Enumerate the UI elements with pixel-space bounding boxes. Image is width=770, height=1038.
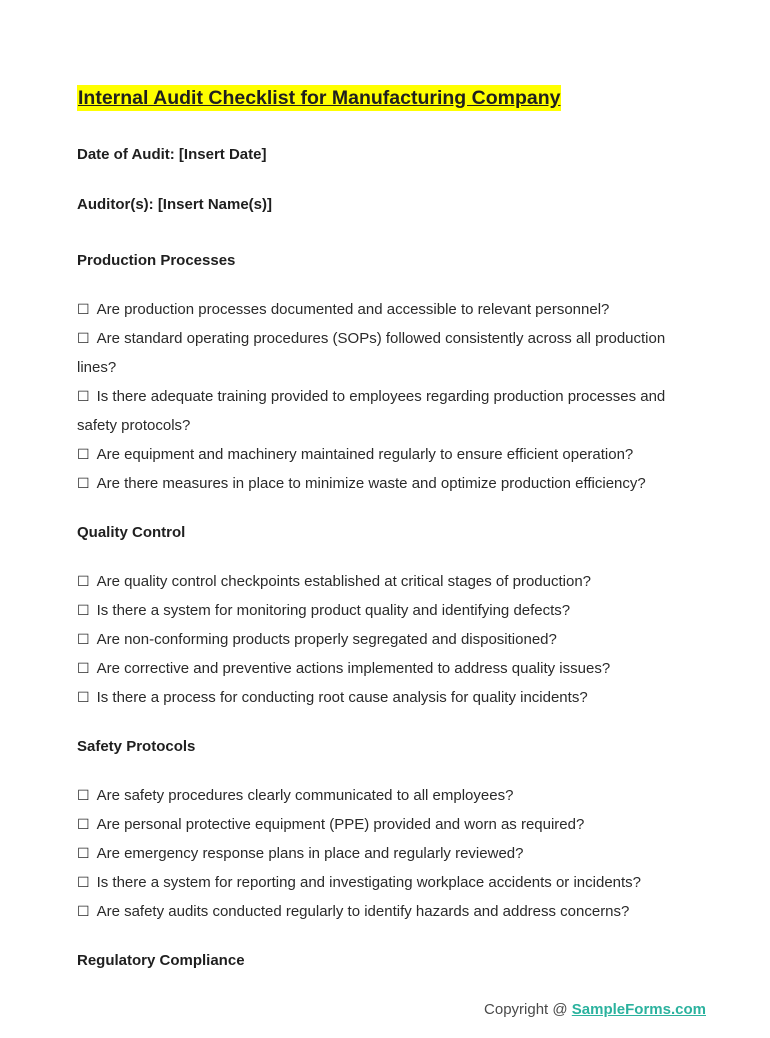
empty-checkbox-icon: ☐ bbox=[77, 573, 90, 590]
checklist-item-text: Are quality control checkpoints established at critical stages of production? bbox=[96, 573, 591, 591]
checklist-item-text: Are personal protective equipment (PPE) provided and worn as required? bbox=[96, 816, 585, 834]
auditors-line: Auditor(s): [Insert Name(s)] bbox=[77, 195, 273, 213]
empty-checkbox-icon: ☐ bbox=[77, 689, 90, 706]
empty-checkbox-icon: ☐ bbox=[77, 631, 90, 648]
checklist-item bbox=[77, 440, 693, 469]
empty-checkbox-icon: ☐ bbox=[77, 330, 90, 347]
checklist-item bbox=[77, 469, 693, 498]
empty-checkbox-icon: ☐ bbox=[77, 816, 90, 833]
empty-checkbox-icon: ☐ bbox=[77, 787, 90, 804]
empty-checkbox-icon: ☐ bbox=[77, 301, 90, 318]
checklist-item bbox=[77, 683, 693, 712]
checklist-item-text: Are equipment and machinery maintained regularly to ensure efficient operation? bbox=[96, 446, 634, 464]
checklist-item bbox=[77, 839, 693, 868]
empty-checkbox-icon: ☐ bbox=[77, 602, 90, 619]
checklist-quality-control bbox=[77, 567, 693, 712]
checklist-item bbox=[77, 567, 693, 596]
checklist-item-text: Are non-conforming products properly segregated and dispositioned? bbox=[96, 631, 557, 649]
copyright-text: Copyright @ bbox=[484, 1001, 572, 1018]
empty-checkbox-icon: ☐ bbox=[77, 475, 90, 492]
empty-checkbox-icon: ☐ bbox=[77, 388, 90, 405]
section-heading-quality-control: Quality Control bbox=[77, 524, 186, 542]
checklist-item bbox=[77, 781, 693, 810]
checklist-item-text: Is there a system for monitoring product quality and identifying defects? bbox=[96, 602, 571, 620]
empty-checkbox-icon: ☐ bbox=[77, 446, 90, 463]
checklist-item-text: Are corrective and preventive actions implemented to address quality issues? bbox=[96, 660, 611, 678]
checklist-safety-protocols bbox=[77, 781, 693, 926]
page-title-highlighted-text: Internal Audit Checklist for Manufacturing Company bbox=[78, 87, 561, 109]
checklist-item bbox=[77, 382, 693, 440]
checklist-item bbox=[77, 654, 693, 683]
checklist-item-text: Are emergency response plans in place and regularly reviewed? bbox=[96, 845, 524, 863]
checklist-item-text: Is there a system for reporting and investigating workplace accidents or incidents? bbox=[96, 874, 642, 892]
checklist-item-text: Is there a process for conducting root cause analysis for quality incidents? bbox=[96, 689, 588, 707]
checklist-item bbox=[77, 324, 693, 382]
checklist-item-text: Are there measures in place to minimize waste and optimize production efficiency? bbox=[96, 475, 646, 493]
checklist-item bbox=[77, 897, 693, 926]
checklist-item bbox=[77, 868, 693, 897]
checklist-item bbox=[77, 625, 693, 654]
page-title bbox=[77, 86, 693, 111]
checklist-item-text: Are standard operating procedures (SOPs) followed consistently across all production lines? bbox=[77, 330, 666, 377]
checklist-item bbox=[77, 295, 693, 324]
date-of-audit-line: Date of Audit: [Insert Date] bbox=[77, 146, 267, 164]
checklist-item bbox=[77, 596, 693, 625]
checklist-item-text: Are production processes documented and accessible to relevant personnel? bbox=[96, 301, 610, 319]
sampleforms-link[interactable]: SampleForms.com bbox=[571, 1001, 706, 1018]
empty-checkbox-icon: ☐ bbox=[77, 874, 90, 891]
checklist-item bbox=[77, 810, 693, 839]
empty-checkbox-icon: ☐ bbox=[77, 903, 90, 920]
checklist-item-text: Is there adequate training provided to employees regarding production processes and safety protocols? bbox=[77, 388, 666, 435]
footer bbox=[484, 1001, 706, 1018]
checklist-production-processes bbox=[77, 295, 693, 498]
section-heading-regulatory-compliance: Regulatory Compliance bbox=[77, 952, 245, 970]
empty-checkbox-icon: ☐ bbox=[77, 845, 90, 862]
section-heading-safety-protocols: Safety Protocols bbox=[77, 738, 196, 756]
checklist-item-text: Are safety audits conducted regularly to identify hazards and address concerns? bbox=[96, 903, 630, 921]
empty-checkbox-icon: ☐ bbox=[77, 660, 90, 677]
section-heading-production-processes: Production Processes bbox=[77, 252, 236, 270]
checklist-item-text: Are safety procedures clearly communicated to all employees? bbox=[96, 787, 514, 805]
